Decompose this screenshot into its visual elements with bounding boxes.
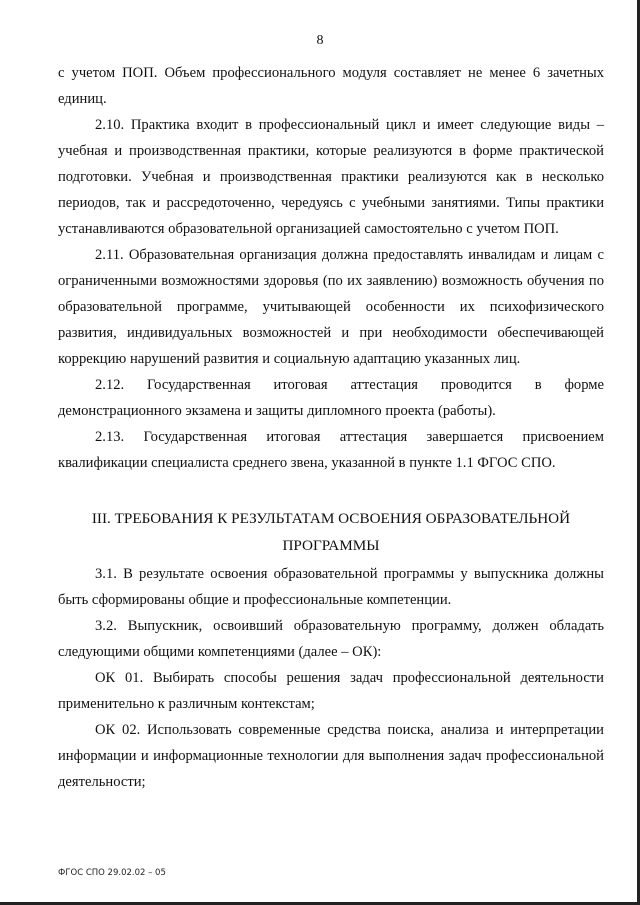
paragraph-2-10: 2.10. Практика входит в профессиональный цикл и имеет следующие виды – учебная и производственная практики, которые реализуются в форме практической подготовки. Учебная и производственная практики реализуются как в несколько периодов, так и рассредоточенно, чередуясь с учебными занятиями. Типы практики устанавливаются образовательной организацией самостоятельно с учетом ПОП.: [58, 117, 604, 237]
section-title: III. ТРЕБОВАНИЯ К РЕЗУЛЬТАТАМ ОСВОЕНИЯ ОБРАЗОВАТЕЛЬНОЙ ПРОГРАММЫ: [91, 510, 571, 554]
paragraph-2-12: 2.12. Государственная итоговая аттестация проводится в форме демонстрационного экзамена и защиты дипломного проекта (работы).: [58, 377, 604, 419]
paragraph-2-13: 2.13. Государственная итоговая аттестация завершается присвоением квалификации специалиста среднего звена, указанной в пункте 1.1 ФГОС СПО.: [58, 429, 604, 471]
page-number: 8: [316, 33, 324, 48]
paragraph-continuation: с учетом ПОП. Объем профессионального модуля составляет не менее 6 зачетных единиц.: [58, 65, 604, 107]
paragraph-2-11: 2.11. Образовательная организация должна предоставлять инвалидам и лицам с ограниченными возможностями здоровья (по их заявлению) возможность обучения по образовательной программе, учитывающей особенности их психофизического развития, индивидуальных возможностей и при необходимости обеспечивающей коррекцию нарушений развития и социальную адаптацию указанных лиц.: [58, 247, 604, 367]
page-body: [58, 60, 604, 795]
paragraph-ok-02: ОК 02. Использовать современные средства поиска, анализа и интерпретации информации и информационные технологии для выполнения задач профессиональной деятельности;: [58, 722, 604, 790]
paragraph-3-2: 3.2. Выпускник, освоивший образовательную программу, должен обладать следующими общими компетенциями (далее – ОК):: [58, 618, 604, 660]
paragraph-3-1: 3.1. В результате освоения образовательной программы у выпускника должны быть сформированы общие и профессиональные компетенции.: [58, 566, 604, 608]
paragraph-ok-01: ОК 01. Выбирать способы решения задач профессиональной деятельности применительно к различным контекстам;: [58, 670, 604, 712]
footer-code: ФГОС СПО 29.02.02 – 05: [58, 868, 166, 878]
